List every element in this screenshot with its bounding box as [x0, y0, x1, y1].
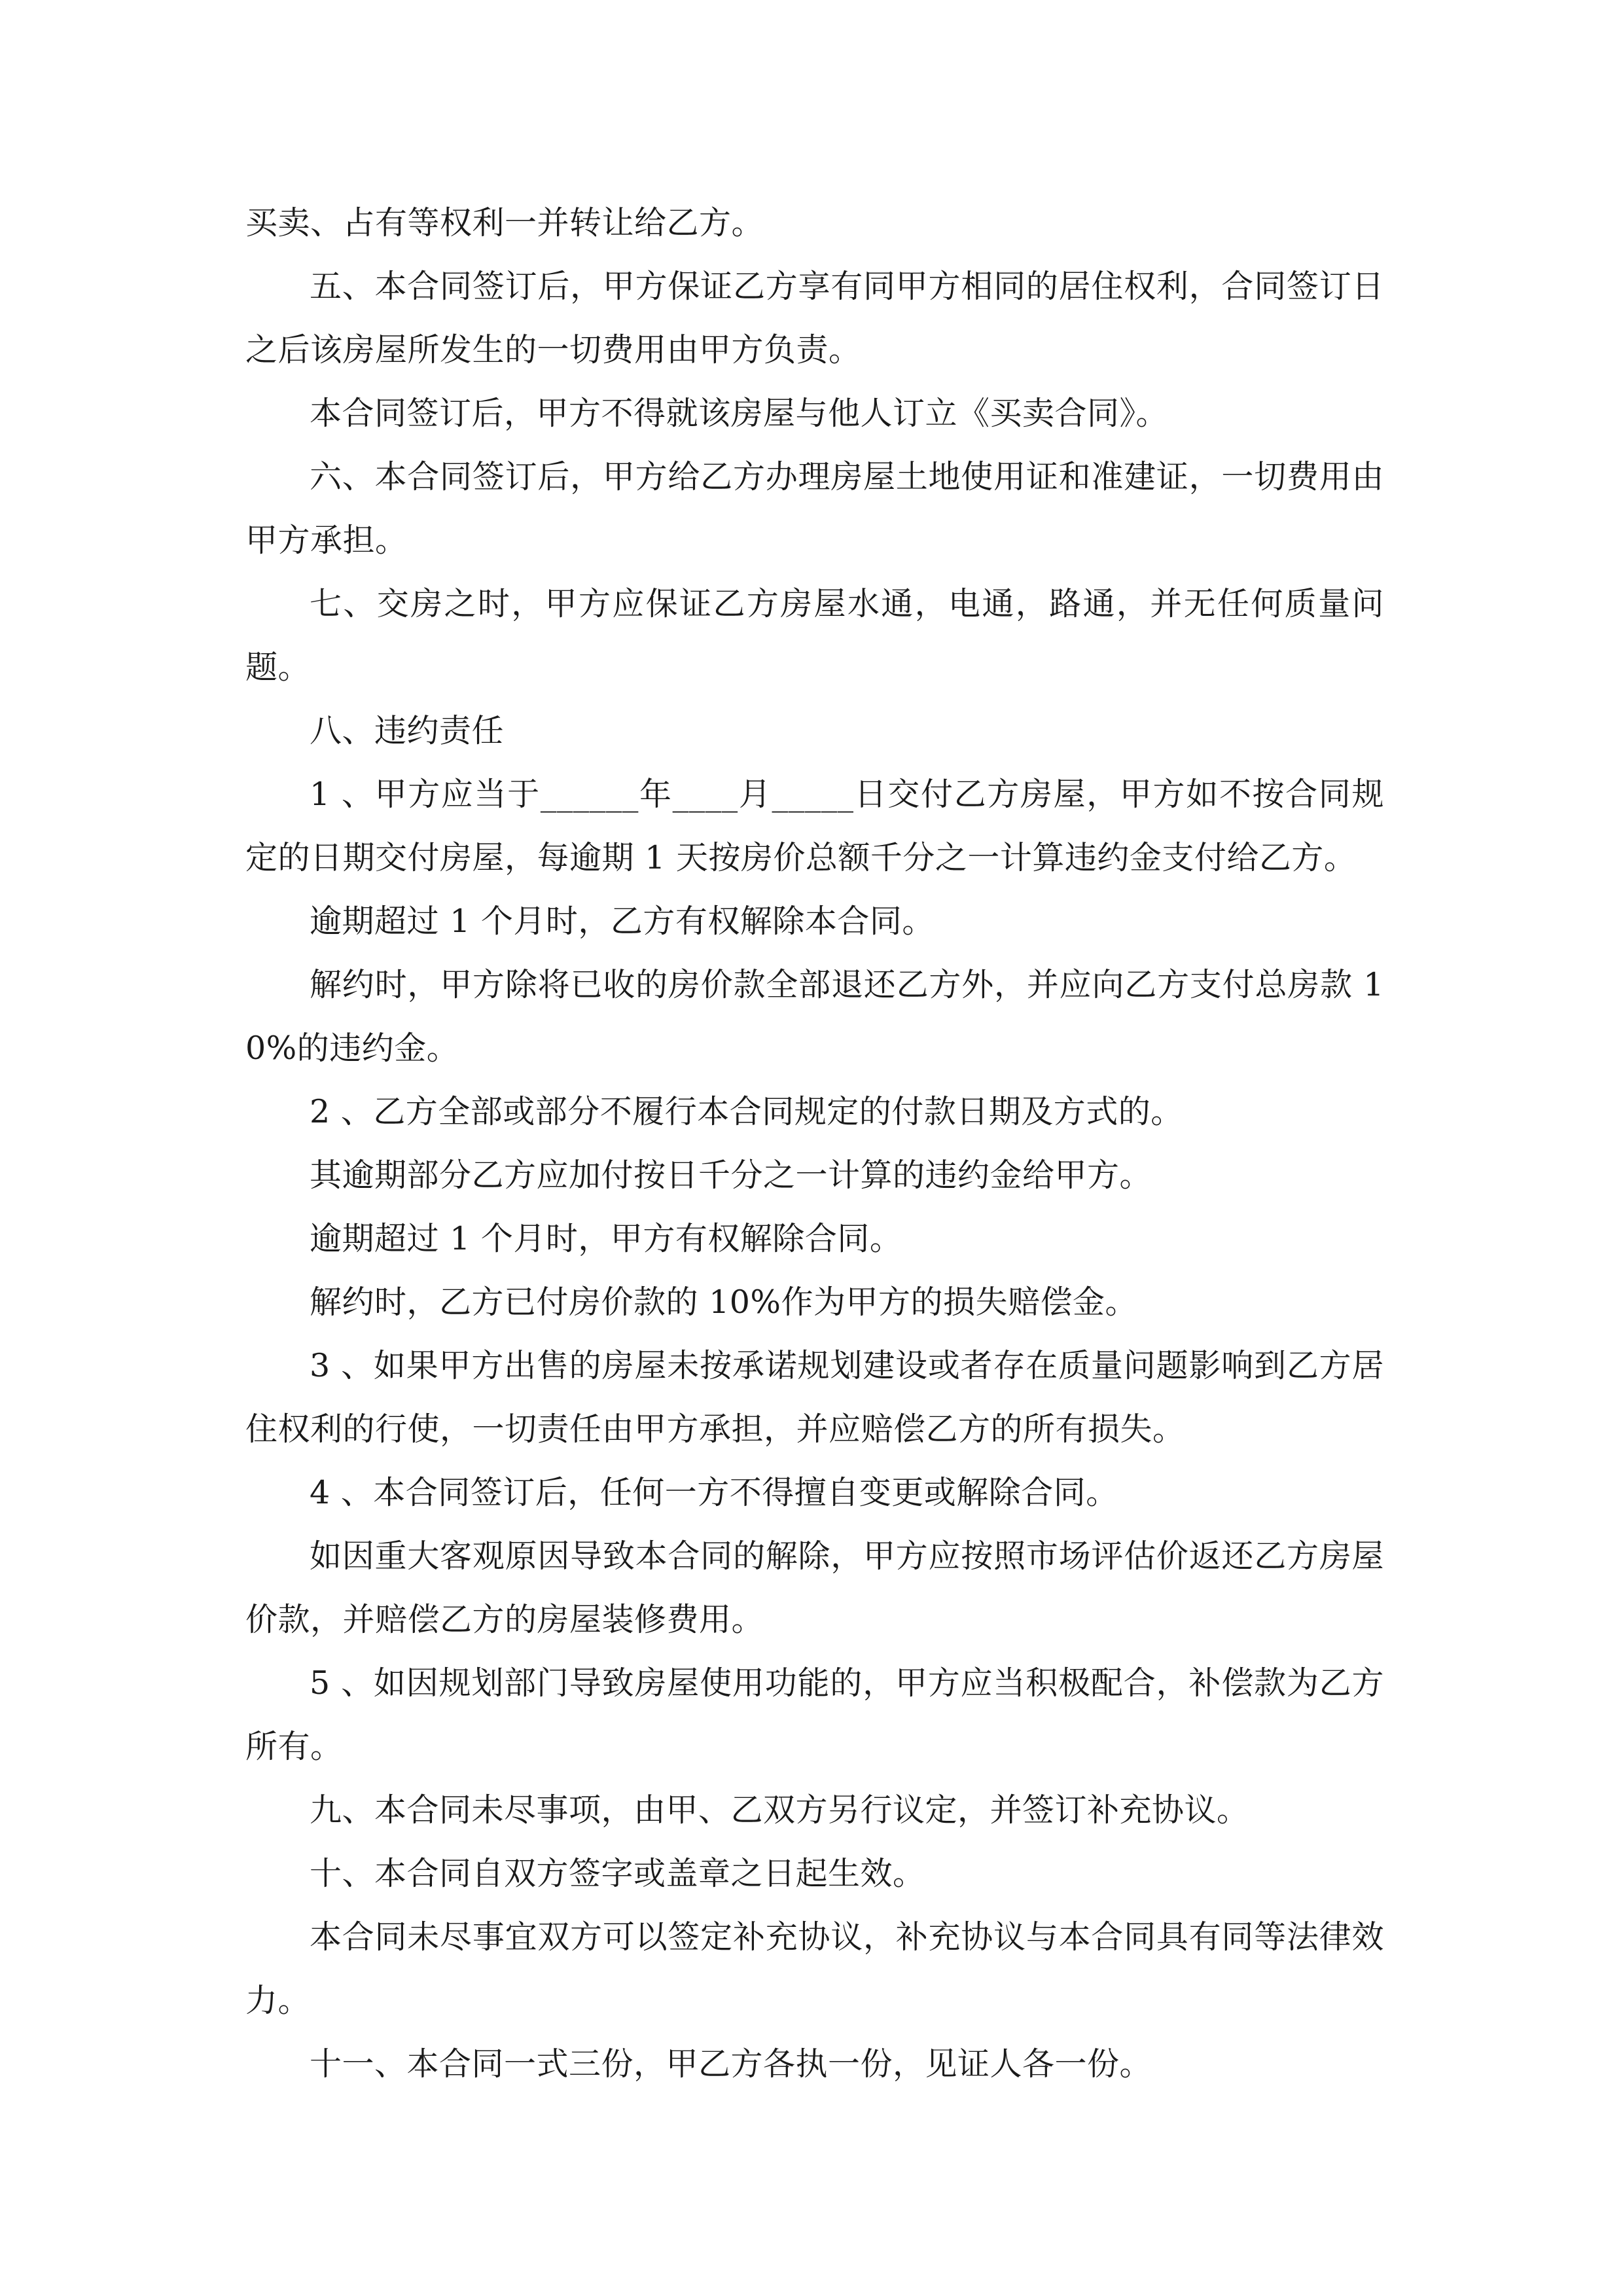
paragraph-continuation: 买卖、占有等权利一并转让给乙方。 [245, 204, 764, 242]
paragraph-clause-8-3: 3 、如果甲方出售的房屋未按承诺规划建设或者存在质量问题影响到乙方居住权利的行使，一切责任由甲方承担，并应赔偿乙方的所有损失。 [245, 1347, 1384, 1448]
paragraph-clause-8-1-overdue: 逾期超过 1 个月时，乙方有权解除本合同。 [310, 903, 935, 940]
paragraph-clause-8-heading: 八、违约责任 [310, 712, 505, 749]
paragraph-clause-5: 五、本合同签订后，甲方保证乙方享有同甲方相同的居住权利，合同签订日之后该房屋所发生的一切费用由甲方负责。 [245, 268, 1384, 368]
paragraph-clause-8-2-overdue: 逾期超过 1 个月时，甲方有权解除合同。 [310, 1220, 902, 1257]
paragraph-clause-6: 六、本合同签订后，甲方给乙方办理房屋土地使用证和准建证，一切费用由甲方承担。 [245, 458, 1384, 559]
paragraph-clause-5-note: 本合同签订后，甲方不得就该房屋与他人订立《买卖合同》。 [310, 395, 1169, 432]
paragraph-clause-8-1: 1 、甲方应当于______年____月_____日交付乙方房屋，甲方如不按合同规定的日期交付房屋，每逾期 1 天按房价总额千分之一计算违约金支付给乙方。 [245, 776, 1384, 876]
paragraph-clause-8-4-note: 如因重大客观原因导致本合同的解除，甲方应按照市场评估价返还乙方房屋价款，并赔偿乙方的房屋装修费用。 [245, 1537, 1384, 1638]
paragraph-clause-8-5: 5 、如因规划部门导致房屋使用功能的，甲方应当积极配合，补偿款为乙方所有。 [245, 1664, 1384, 1765]
paragraph-clause-10-note: 本合同未尽事宜双方可以签定补充协议，补充协议与本合同具有同等法律效力。 [245, 1918, 1384, 2019]
paragraph-clause-8-2-penalty: 其逾期部分乙方应加付按日千分之一计算的违约金给甲方。 [310, 1157, 1152, 1194]
paragraph-clause-8-2: 2 、乙方全部或部分不履行本合同规定的付款日期及方式的。 [310, 1093, 1183, 1130]
paragraph-clause-8-2-termination: 解约时，乙方已付房价款的 10%作为甲方的损失赔偿金。 [310, 1283, 1137, 1321]
paragraph-clause-10: 十、本合同自双方签字或盖章之日起生效。 [310, 1855, 925, 1892]
paragraph-clause-11: 十一、本合同一式三份，甲乙方各执一份，见证人各一份。 [310, 2045, 1152, 2083]
paragraph-clause-9: 九、本合同未尽事项，由甲、乙双方另行议定，并签订补充协议。 [310, 1791, 1249, 1829]
paragraph-clause-7: 七、交房之时，甲方应保证乙方房屋水通，电通，路通，并无任何质量问题。 [245, 585, 1384, 686]
paragraph-clause-8-1-termination: 解约时，甲方除将已收的房价款全部退还乙方外，并应向乙方支付总房款 10%的违约金。 [245, 966, 1384, 1067]
contract-body [245, 191, 1384, 2096]
paragraph-clause-8-4: 4 、本合同签订后，任何一方不得擅自变更或解除合同。 [310, 1474, 1118, 1511]
